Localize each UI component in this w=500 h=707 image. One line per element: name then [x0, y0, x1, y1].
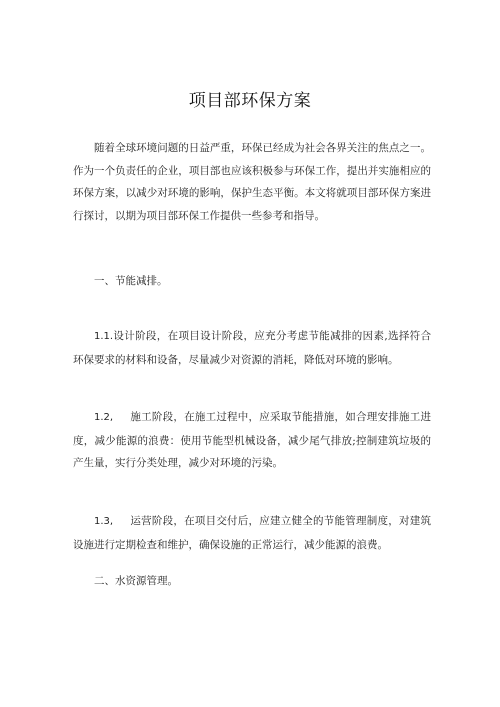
- item-1-3-paragraph: [73, 510, 431, 556]
- item-1-1-paragraph: [73, 325, 431, 371]
- item-1-3-number: 1.3,: [94, 516, 114, 527]
- item-1-1-number: 1.1.: [94, 331, 114, 342]
- intro-paragraph: 随着全球环境问题的日益严重，环保已经成为社会各界关注的焦点之一。作为一个负责任的企业，项目部也应该积极参与环保工作，提出并实施相应的环保方案，以减少对环境的影响，保护生态平衡。本文将就项目部环保方案进行探讨，以期为项目部环保工作提供一些参考和指导。: [73, 142, 431, 222]
- item-1-2-text: 施工阶段，在施工过程中，应采取节能措施，如合理安排施工进度，减少能源的浪费：使用节能型机械设备，减少尾气排放;控制建筑垃圾的产生量，实行分类处理，减少对环境的污染。: [73, 411, 431, 469]
- document-title: 项目部环保方案: [188, 91, 312, 111]
- item-1-2-paragraph: [73, 406, 431, 475]
- item-1-3-text: 运营阶段，在项目交付后，应建立健全的节能管理制度，对建筑设施进行定期检查和维护，确保设施的正常运行，减少能源的浪费。: [73, 515, 431, 551]
- item-1-2-number: 1.2,: [94, 412, 114, 423]
- section-2-heading: 二、水资源管理。: [94, 575, 178, 587]
- section-1-heading: 一、节能减排。: [94, 275, 168, 287]
- item-1-1-text: 设计阶段，在项目设计阶段，应充分考虑节能减排的因素,选择符合环保要求的材料和设备，尽量减少对资源的消耗，降低对环境的影响。: [73, 330, 431, 366]
